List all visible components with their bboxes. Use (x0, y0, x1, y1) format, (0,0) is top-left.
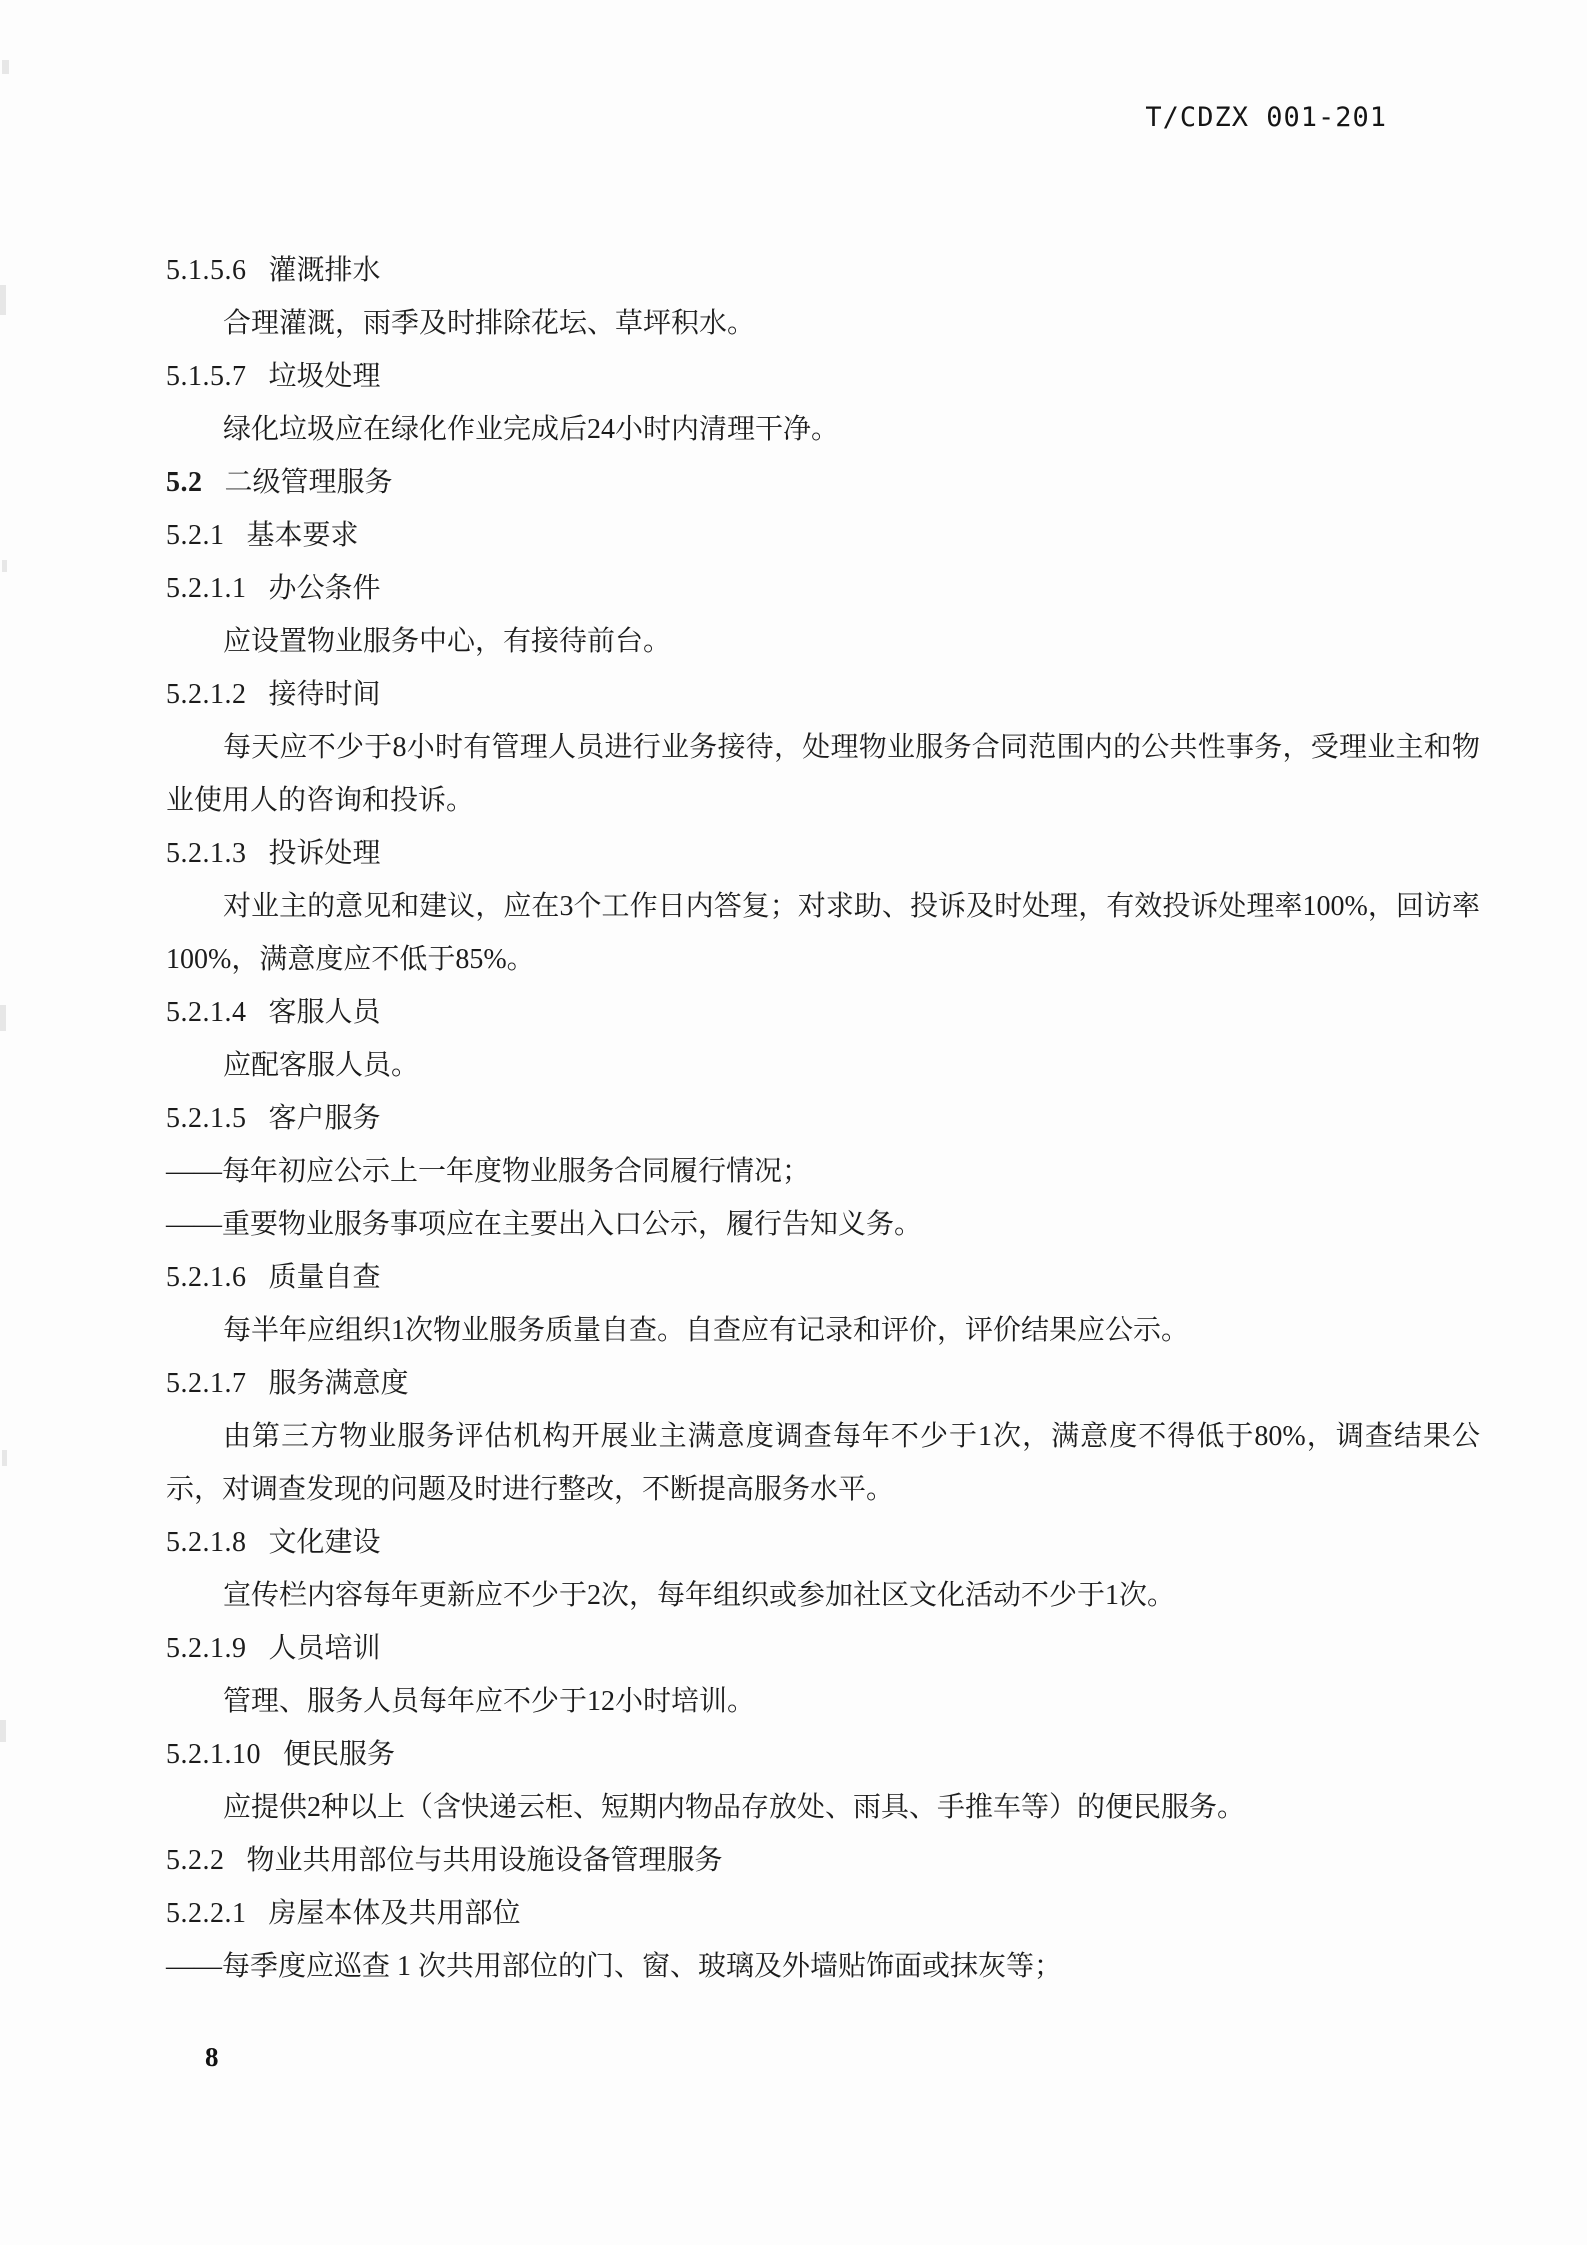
section-number: 5.2.2 (166, 1845, 225, 1876)
section-title: 基本要求 (246, 520, 359, 551)
paragraph: 每半年应组织1次物业服务质量自查。自查应有记录和评价，评价结果应公示。 (223, 1315, 1190, 1346)
scan-artifact (0, 1005, 6, 1031)
section-number: 5.2.1.9 (166, 1633, 247, 1664)
section-number: 5.2 (166, 467, 203, 498)
section-title: 人员培训 (268, 1633, 381, 1664)
section-heading (166, 827, 1480, 880)
document-standard-code: T/CDZX 001-201 (1145, 102, 1387, 133)
scan-artifact (0, 285, 6, 315)
section-number: 5.2.1.10 (166, 1739, 261, 1770)
paragraph: 应提供2种以上（含快递云柜、短期内物品存放处、雨具、手推车等）的便民服务。 (223, 1792, 1246, 1823)
section-title: 便民服务 (283, 1739, 396, 1770)
section-number: 5.2.1.6 (166, 1262, 247, 1293)
dash-item: ——每年初应公示上一年度物业服务合同履行情况； (166, 1156, 811, 1187)
section-title: 质量自查 (268, 1262, 381, 1293)
section-number: 5.2.1.1 (166, 573, 247, 604)
section-heading (166, 562, 1480, 615)
section-number: 5.1.5.6 (166, 255, 247, 286)
section-title: 垃圾处理 (268, 361, 381, 392)
section-number: 5.2.2.1 (166, 1898, 247, 1929)
paragraph: 应配客服人员。 (223, 1050, 420, 1081)
paragraph: 由第三方物业服务评估机构开展业主满意度调查每年不少于1次，满意度不得低于80%，调查结果公示，对调查发现的问题及时进行整改，不断提高服务水平。 (166, 1421, 1480, 1505)
paragraph: 合理灌溉，雨季及时排除花坛、草坪积水。 (223, 308, 756, 339)
dash-item: ——每季度应巡查 1 次共用部位的门、窗、玻璃及外墙贴饰面或抹灰等； (166, 1951, 1063, 1982)
page-number: 8 (205, 2042, 219, 2072)
paragraph: 绿化垃圾应在绿化作业完成后24小时内清理干净。 (223, 414, 840, 445)
paragraph: 宣传栏内容每年更新应不少于2次，每年组织或参加社区文化活动不少于1次。 (223, 1580, 1176, 1611)
section-number: 5.2.1.2 (166, 679, 247, 710)
section-heading (166, 1887, 1480, 1940)
section-title: 灌溉排水 (268, 255, 381, 286)
section-heading (166, 350, 1480, 403)
section-title: 服务满意度 (268, 1368, 409, 1399)
section-heading (166, 986, 1480, 1039)
section-heading (166, 1622, 1480, 1675)
section-number: 5.1.5.7 (166, 361, 247, 392)
section-number: 5.2.1 (166, 520, 225, 551)
section-title: 房屋本体及共用部位 (268, 1898, 521, 1929)
section-title: 接待时间 (268, 679, 381, 710)
section-number: 5.2.1.4 (166, 997, 247, 1028)
section-title: 二级管理服务 (224, 467, 393, 498)
section-heading (166, 509, 1480, 562)
paragraph: 应设置物业服务中心，有接待前台。 (223, 626, 672, 657)
section-heading (166, 1357, 1480, 1410)
dash-item: ——重要物业服务事项应在主要出入口公示，履行告知义务。 (166, 1209, 923, 1240)
section-heading (166, 1834, 1480, 1887)
scan-artifact (2, 1450, 7, 1466)
section-number: 5.2.1.3 (166, 838, 247, 869)
section-title: 客户服务 (268, 1103, 381, 1134)
section-title: 投诉处理 (268, 838, 381, 869)
paragraph: 每天应不少于8小时有管理人员进行业务接待，处理物业服务合同范围内的公共性事务，受理业主和物业使用人的咨询和投诉。 (166, 732, 1480, 816)
scan-artifact (0, 1720, 6, 1742)
section-title: 办公条件 (268, 573, 381, 604)
section-heading (166, 244, 1480, 297)
scan-artifact (2, 60, 9, 74)
section-title: 物业共用部位与共用设施设备管理服务 (246, 1845, 723, 1876)
paragraph: 管理、服务人员每年应不少于12小时培训。 (223, 1686, 756, 1717)
section-heading (166, 456, 1480, 509)
section-title: 客服人员 (268, 997, 381, 1028)
scan-artifact (2, 560, 7, 572)
document-body (166, 244, 1480, 1993)
section-heading (166, 1092, 1480, 1145)
paragraph: 对业主的意见和建议，应在3个工作日内答复；对求助、投诉及时处理，有效投诉处理率100%，回访率100%，满意度应不低于85%。 (166, 891, 1480, 975)
section-heading (166, 1728, 1480, 1781)
section-number: 5.2.1.8 (166, 1527, 247, 1558)
section-heading (166, 668, 1480, 721)
section-number: 5.2.1.7 (166, 1368, 247, 1399)
section-heading (166, 1516, 1480, 1569)
section-heading (166, 1251, 1480, 1304)
section-title: 文化建设 (268, 1527, 381, 1558)
section-number: 5.2.1.5 (166, 1103, 247, 1134)
